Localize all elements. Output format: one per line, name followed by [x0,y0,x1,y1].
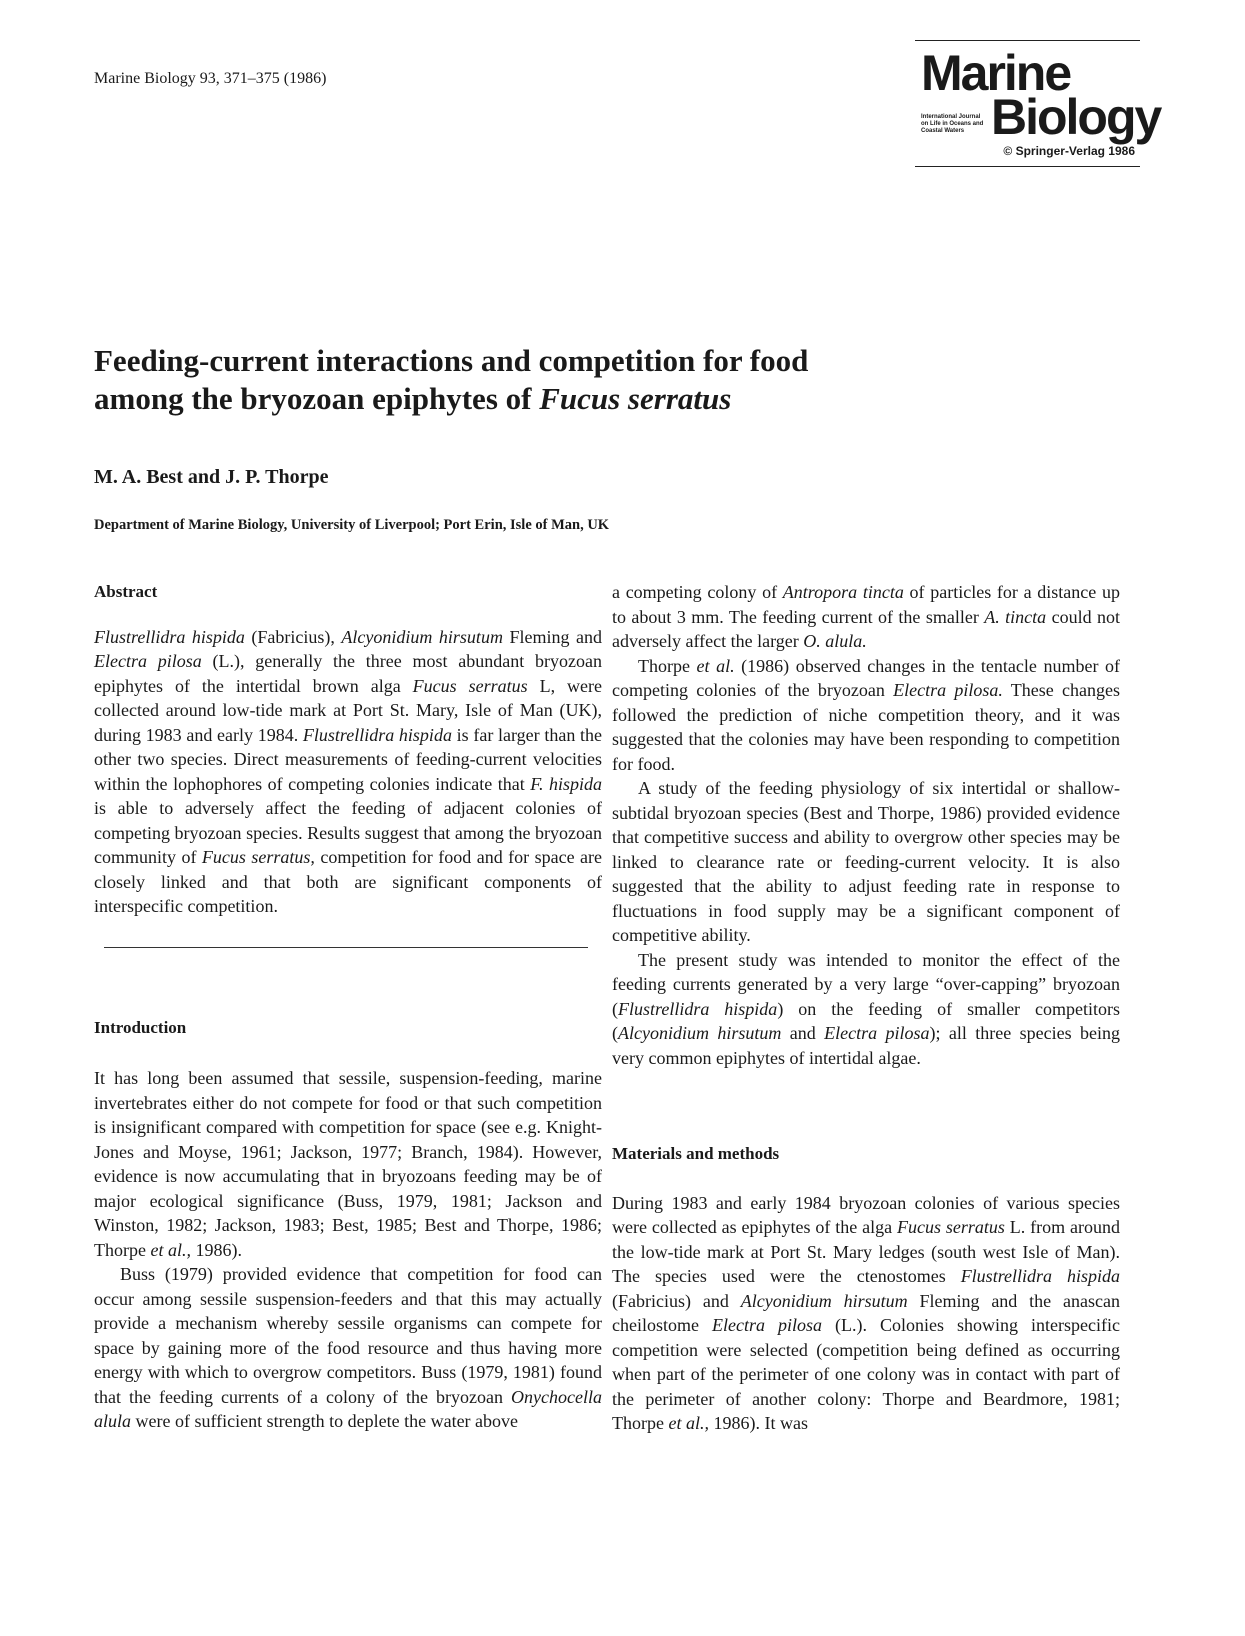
introduction-heading: Introduction [94,1017,187,1037]
title-line-2-italic: Fucus serratus [539,381,732,416]
abstract-paragraph: Flustrellidra hispida (Fabricius), Alcyonidium hirsutum Fleming and Electra pilosa (L.), generally the three most abundant bryozoan epiphytes of the intertidal brown alga Fucus serratus L, were collected around low-tide mark at Port St. Mary, Isle of Man (UK), during 1983 and early 1984. Flustrellidra hispida is far larger than the other two species. Direct measurements of feeding-current velocities within the lophophores of competing colonies indicate that F. hispida is able to adversely affect the feeding of adjacent colonies of competing bryozoan species. Results suggest that among the bryozoan community of Fucus serratus, competition for food and for space are closely linked and that both are significant components of interspecific competition. [94,626,603,916]
introduction-paragraph-5: A study of the feeding physiology of six intertidal or shallow-subtidal bryozoan species (Best and Thorpe, 1986) provided evidence that competitive success and ability to overgrow other species may be linked to clearance rate or feeding-current velocity. It is also suggested that the ability to adjust feeding rate in response to fluctuations in food supply may be a significant component of competitive ability. [612,778,1120,945]
logo-copyright: © Springer-Verlag 1986 [1003,144,1135,158]
logo-marine: Marine [921,45,1071,101]
methods-heading: Materials and methods [612,1144,780,1163]
right-column [612,580,1120,1436]
abstract-heading: Abstract [94,582,158,601]
left-column [94,580,602,1434]
logo-subtitle: International Journal on Life in Oceans and Coastal Waters [921,114,984,134]
title-line-2-prefix: among the bryozoan epiphytes of [94,381,540,416]
introduction-paragraph-1: It has long been assumed that sessile, suspension-feeding, marine invertebrates either do not compete for food or that such competition is insignificant compared with competition for space (see e.g. Knight-Jones and Moyse, 1961; Jackson, 1977; Branch, 1984). However, evidence is now accumulating that in bryozoans feeding may be of major ecological significance (Buss, 1979, 1981; Jackson and Winston, 1982; Jackson, 1983; Best, 1985; Best and Thorpe, 1986; Thorpe et al., 1986). [94,1068,602,1260]
methods-paragraph-1: During 1983 and early 1984 bryozoan colonies of various species were collected as epiphytes of the alga Fucus serratus L. from around the low-tide mark at Port St. Mary ledges (south west Isle of Man). The species used were the ctenostomes Flustrellidra hispida (Fabricius) and Alcyonidium hirsutum Fleming and the anascan cheilostome Electra pilosa (L.). Colonies showing interspecific competition were selected (competition being defined as occurring when part of the perimeter of one colony was in contact with part of the perimeter of another colony: Thorpe and Beardmore, 1981; Thorpe et al., 1986). It was [612,1192,1121,1433]
logo-rule-bottom [915,166,1140,167]
introduction-paragraph-2: Buss (1979) provided evidence that competition for food can occur among sessile suspension-feeders and that this may actually provide a mechanism whereby sessile organisms can compete for space by gaining more of the food resource and thus having more energy with which to overgrow competitors. Buss (1979, 1981) found that the feeding currents of a colony of the bryozoan Onychocella alula were of sufficient strength to deplete the water above [94,1264,602,1431]
introduction-paragraph-6: The present study was intended to monitor the effect of the feeding currents generated by a very large “over-capping” bryozoan (Flustrellidra hispida) on the feeding of smaller competitors (Alcyonidium hirsutum and Electra pilosa); all three species being very common epiphytes of intertidal algae. [612,949,1120,1068]
logo-biology: Biology [991,89,1161,145]
logo-rule-top [915,40,1140,41]
article-title [94,342,994,418]
introduction-paragraph-4: Thorpe et al. (1986) observed changes in the tentacle number of competing colonies of the bryozoan Electra pilosa. These changes followed the prediction of niche competition theory, and it was suggested that the colonies may have been responding to competition for food. [612,655,1120,774]
introduction-paragraph-3: a competing colony of Antropora tincta of particles for a distance up to about 3 mm. The feeding current of the smaller A. tincta could not adversely affect the larger O. alula. [612,582,1120,651]
journal-logo [915,40,1161,170]
title-line-1: Feeding-current interactions and competition for food [94,343,809,378]
authors: M. A. Best and J. P. Thorpe [94,466,329,488]
title-line-2 [94,380,994,418]
journal-citation: Marine Biology 93, 371–375 (1986) [94,70,327,87]
affiliation: Department of Marine Biology, University of Liverpool; Port Erin, Isle of Man, UK [94,517,610,533]
